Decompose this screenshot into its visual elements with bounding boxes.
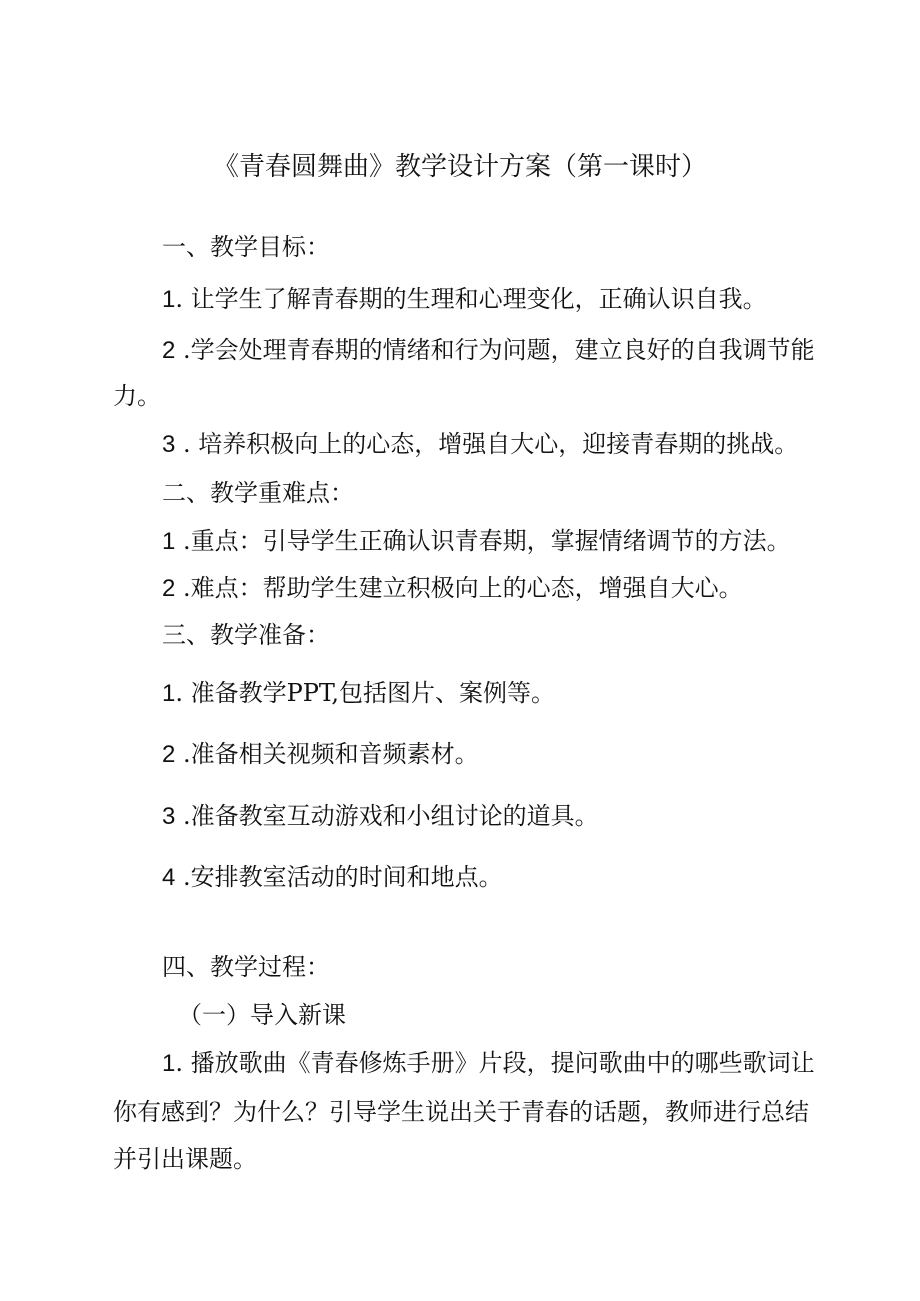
- item-number: 1: [162, 680, 176, 707]
- item-number: 1: [162, 286, 176, 313]
- item-text: .学会处理青春期的情绪和行为问题，建立良好的自我调节能: [175, 336, 815, 364]
- list-item: [162, 862, 920, 893]
- list-item-continuation: 并引出课题。: [113, 1145, 257, 1173]
- item-text: .重点：引导学生正确认识青春期，掌握情绪调节的方法。: [175, 527, 791, 555]
- item-text: . 播放歌曲《青春修炼手册》片段，提问歌曲中的哪些歌词让: [175, 1049, 815, 1077]
- item-number: 3: [162, 431, 176, 458]
- section-heading-process: 四、教学过程：: [162, 953, 330, 981]
- page-title: 《青春圆舞曲》教学设计方案（第一课时）: [212, 152, 707, 182]
- list-item: [162, 739, 920, 770]
- list-item: [162, 801, 920, 832]
- item-number: 2: [162, 741, 176, 768]
- list-item-continuation: 你有感到？为什么？引导学生说出关于青春的话题，教师进行总结: [113, 1098, 809, 1126]
- item-number: 1: [162, 1050, 176, 1077]
- section-heading-preparation: 三、教学准备：: [162, 621, 330, 649]
- list-item: [162, 1048, 920, 1079]
- list-item: [162, 429, 920, 460]
- list-item-continuation: 力。: [113, 382, 161, 410]
- item-text: . 培养积极向上的心态，增强自大心，迎接青春期的挑战。: [175, 430, 799, 458]
- item-text: .安排教室活动的时间和地点。: [175, 863, 503, 891]
- item-number: 1: [162, 528, 176, 555]
- item-text: .难点：帮助学生建立积极向上的心态，增强自大心。: [175, 574, 743, 602]
- item-number: 2: [162, 575, 176, 602]
- list-item: [162, 526, 920, 557]
- list-item: [162, 678, 920, 709]
- item-number: 4: [162, 864, 176, 891]
- item-number: 2: [162, 337, 176, 364]
- list-item: [162, 573, 920, 604]
- list-item: [162, 335, 920, 366]
- item-text: .准备教室互动游戏和小组讨论的道具。: [175, 802, 599, 830]
- item-text: . 准备教学PPT,包括图片、案例等。: [175, 679, 556, 707]
- section-heading-objectives: 一、教学目标：: [162, 233, 330, 261]
- section-heading-key-points: 二、教学重难点：: [162, 479, 354, 507]
- item-number: 3: [162, 803, 176, 830]
- list-item: [162, 284, 920, 315]
- subsection-heading: （一）导入新课: [178, 1001, 346, 1029]
- item-text: .准备相关视频和音频素材。: [175, 740, 479, 768]
- item-text: . 让学生了解青春期的生理和心理变化，正确认识自我。: [175, 285, 767, 313]
